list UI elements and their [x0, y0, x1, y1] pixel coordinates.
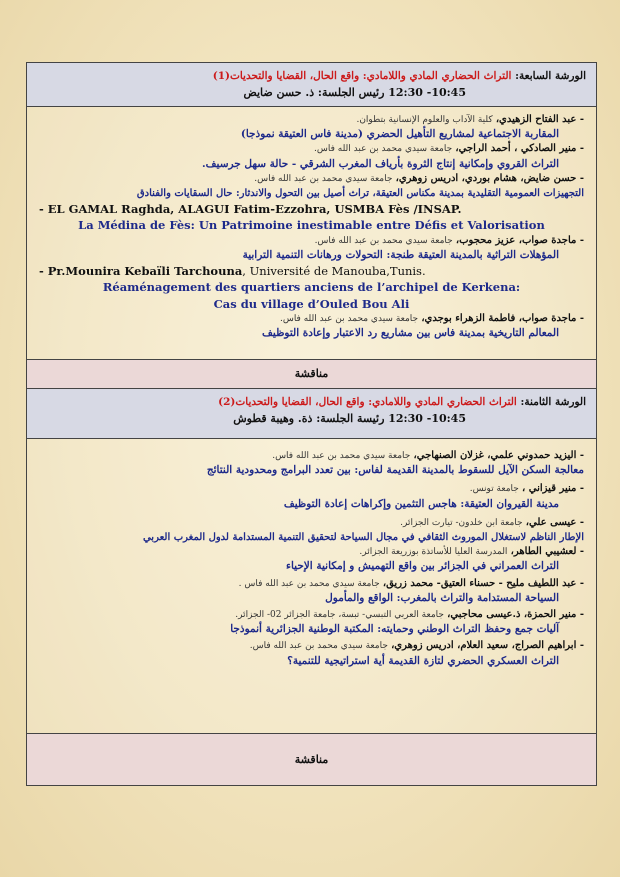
paper-title: الإطار الناظم لاستغلال الموروث الثقافي في مجال السياحة لتحقيق التنمية المستدامة لدول المغرب العربي — [142, 532, 584, 544]
paper-authors: - منير الحمزة، ذ.عيسى محاجبي، جامعة العربي التبسي- تبسة، جامعة الجزائر 02- الجزائر. — [235, 609, 584, 621]
paper-title: آليات جمع وحفظ التراث الوطني وحمايته: المكتبة الوطنية الجزائرية أنموذجا — [230, 623, 559, 636]
paper-title: التجهيزات العمومية التقليدية بمدينة مكناس العتيقة، تراث أصيل بين التحول والاندثار: حال السقايات والفنادق — [136, 188, 584, 200]
workshop-8-theme: التراث الحضاري المادي واللامادي: واقع الحال، القضايا والتحديات(2) — [218, 396, 517, 408]
paper-authors: - EL GAMAL Raghda, ALAGUI Fatim-Ezzohra, USMBA Fès /INSAP. — [39, 202, 462, 217]
paper-authors: - حسن ضايض، هشام بوردي، ادريس زوهري، جامعة سيدي محمد بن عبد الله فاس. — [254, 172, 584, 184]
workshop-8-papers — [27, 439, 596, 734]
discussion-row: مناقشة — [27, 360, 596, 389]
paper-title: معالجة السكن الآيل للسقوط بالمدينة القديمة لفاس: بين تعدد البرامج ومحدودية النتائج — [206, 464, 584, 477]
paper-title: مدينة القيروان العتيقة: هاجس التثمين وإكراهات إعادة التوظيف — [283, 497, 559, 510]
paper-authors: - اليزيد حمدوني علمي، غزلان الصنهاجي، جامعة سيدي محمد بن عبد الله فاس. — [272, 450, 584, 461]
paper-authors: - عبد الفتاح الزهيدي، كلية الآداب والعلوم الإنسانية بتطوان. — [356, 114, 584, 125]
paper-authors: - ماجدة صواب، فاطمة الزهراء بوجدي، جامعة سيدي محمد بن عبد الله فاس. — [279, 313, 584, 325]
workshop-7-time: 10:45- 12:30 رئيس الجلسة: ذ. حسن ضايض — [243, 86, 466, 99]
workshop-7-theme: التراث الحضاري المادي واللامادي: واقع الحال، القضايا والتحديات(1) — [212, 70, 512, 82]
discussion-row: مناقشة — [27, 734, 596, 785]
paper-authors: - منير قيزاني ، جامعة تونس. — [469, 483, 584, 495]
paper-authors: - Pr.Mounira Kebaïli Tarchouna, Université de Manouba,Tunis. — [39, 264, 426, 279]
paper-title: Cas du village d’Ouled Bou Ali — [213, 296, 410, 311]
workshop-7-header — [27, 63, 596, 107]
paper-authors: - عيسى علي، جامعة ابن خلدون- تيارت الجزائر. — [400, 516, 584, 528]
paper-title: التراث العسكري الحضري لتازة القديمة أية استراتيجية للتنمية؟ — [287, 654, 559, 667]
paper-title: المقاربة الاجتماعية لمشاريع التأهيل الحضري (مدينة فاس العتيقة نموذجا) — [240, 128, 559, 141]
workshop-7-label: الورشة السابعة: — [515, 70, 586, 82]
paper-title: Réaménagement des quartiers anciens de l’archipel de Kerkena: — [102, 280, 521, 295]
paper-title: السياحة المستدامة والتراث بالمغرب: الواقع والمأمول — [325, 591, 559, 604]
workshop-8-header — [27, 389, 596, 439]
workshop-8-label: الورشة الثامنة: — [520, 396, 586, 408]
paper-authors: - ماجدة صواب، عزيز محجوب، جامعة سيدي محمد بن عبد الله فاس. — [314, 234, 584, 246]
paper-authors: - ابراهيم الصراج، سعيد العلام، ادريس زوهري، جامعة سيدي محمد بن عبد الله فاس. — [249, 640, 584, 652]
paper-authors: - منير الصادكي ، أحمد الراجي، جامعة سيدي محمد بن عبد الله فاس. — [314, 143, 584, 155]
paper-title: التراث القروي وإمكانية إنتاج الثروة بأرياف المغرب الشرقي - حالة سهل جرسيف. — [202, 157, 559, 170]
program-table — [26, 62, 597, 786]
workshop-8-time: 10:45- 12:30 رئيسة الجلسة: ذة. وهيبة قطوش — [233, 412, 466, 425]
workshop-7-papers — [27, 107, 596, 360]
paper-authors: - عبد اللطيف مليح - حسناء العتيق- محمد زريق، جامعة سيدي محمد بن عبد الله فاس . — [238, 577, 584, 589]
paper-title: التراث العمراني في الجزائر بين واقع التهميش و إمكانية الإحياء — [286, 560, 559, 573]
paper-title: المؤهلات التراثية بالمدينة العتيقة طنجة: التحولات ورهانات التنمية الترابية — [242, 248, 559, 261]
paper-title: La Médina de Fès: Un Patrimoine inestimable entre Défis et Valorisation — [78, 218, 545, 233]
paper-authors: - لعشيبي الطاهر، المدرسة العليا للأساتذة بوزريعة الجزائر. — [359, 546, 584, 558]
paper-title: المعالم التاريخية بمدينة فاس بين مشاريع رد الاعتبار وإعادة التوظيف — [262, 327, 559, 340]
